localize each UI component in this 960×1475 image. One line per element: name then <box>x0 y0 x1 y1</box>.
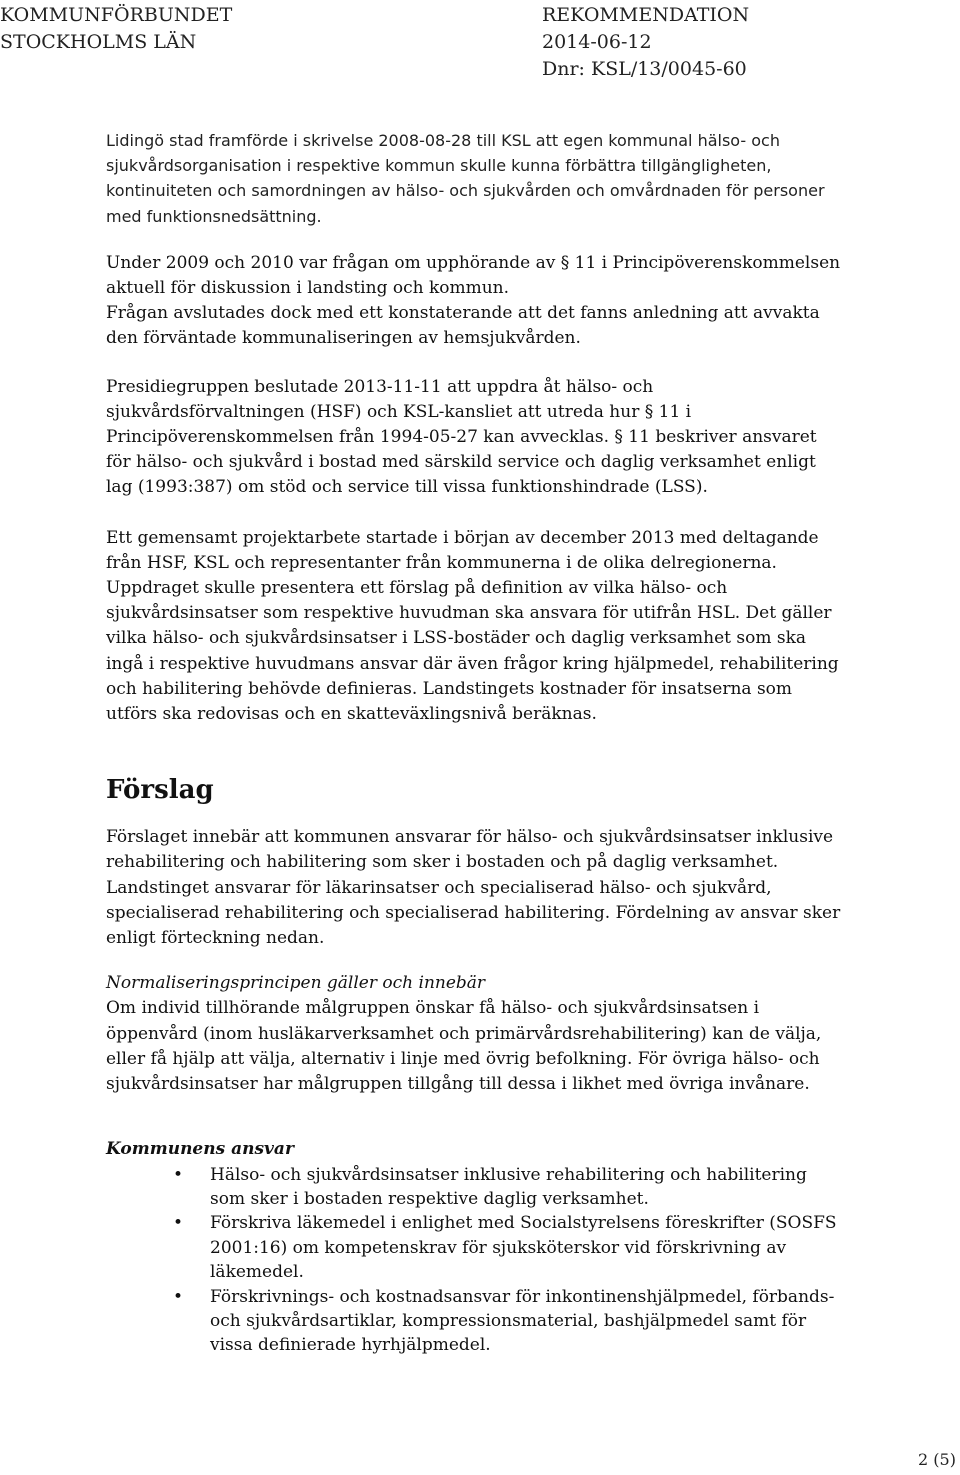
section-heading-forslag: Förslag <box>106 775 214 806</box>
paragraph-presidiegruppen: Presidiegruppen beslutade 2013-11-11 att uppdra åt hälso- och sjukvårdsförvaltningen (HSF) och KSL-kansliet att utreda hur § 11 i Principöverenskommelsen från 1994-05-27 kan avvecklas. § 11 beskriver ansvaret för hälso- och sjukvård i bostad med särskild service och daglig verksamhet enligt lag (1993:387) om stöd och service till vissa funktionshindrade (LSS). <box>106 376 817 498</box>
document-dnr: Dnr: KSL/13/0045-60 <box>542 58 747 80</box>
paragraph-lidingo: Lidingö stad framförde i skrivelse 2008-08-28 till KSL att egen kommunal hälso- och sjukvårdsorganisation i respektive kommun skulle kunna förbättra tillgängligheten, kontinuiteten och samordningen av hälso- och sjukvården och omvårdnaden för personer med funktionsnedsättning. <box>106 131 825 226</box>
org-name-line1: KOMMUNFÖRBUNDET <box>0 4 233 26</box>
bullet-icon: • <box>173 1164 184 1185</box>
list-item <box>105 1211 846 1284</box>
header-organization <box>0 2 232 56</box>
list-item-text: Förskriva läkemedel i enlighet med Socialstyrelsens föreskrifter (SOSFS 2001:16) om kompetenskrav för sjuksköterskor vid förskrivning av läkemedel. <box>210 1213 837 1283</box>
list-item-text: Hälso- och sjukvårdsinsatser inklusive rehabilitering och habilitering som sker i bostaden respektive daglig verksamhet. <box>210 1164 807 1209</box>
bullet-icon: • <box>173 1213 184 1234</box>
document-body <box>106 128 846 1358</box>
paragraph-forslaget: Förslaget innebär att kommunen ansvarar för hälso- och sjukvårdsinsatser inklusive rehabilitering och habilitering som sker i bostaden och på daglig verksamhet. Landstinget ansvarar för läkarinsatser och specialiserad hälso- och sjukvård, specialiserad rehabilitering och specialiserad habilitering. Fördelning av ansvar sker enligt förteckning nedan. <box>106 827 841 949</box>
document-type: REKOMMENDATION <box>542 4 750 26</box>
bullet-icon: • <box>173 1286 184 1307</box>
kommunens-ansvar-list <box>106 1163 846 1358</box>
list-item-text: Förskrivnings- och kostnadsansvar för inkontinenshjälpmedel, förbands- och sjukvårdsartiklar, kompressionsmaterial, bashjälpmedel samt för vissa definierade hyrhjälpmedel. <box>210 1286 835 1356</box>
paragraph-under-2009: Under 2009 och 2010 var frågan om upphörande av § 11 i Principöverenskommelsen aktuell för diskussion i landsting och kommun. <box>106 252 841 299</box>
subheading-kommunens-ansvar: Kommunens ansvar <box>106 1139 294 1160</box>
paragraph-fragan-avslutades: Frågan avslutades dock med ett konstaterande att det fanns anledning att avvakta den förväntade kommunaliseringen av hemsjukvården. <box>106 303 820 349</box>
paragraph-projektarbete: Ett gemensamt projektarbete startade i början av december 2013 med deltagande från HSF, KSL och representanter från kommunerna i de olika delregionerna. Uppdraget skulle presentera ett förslag på definition av vilka hälso- och sjukvårdsinsatser som respektive huvudman ska ansvara för utifrån HSL. Det gäller vilka hälso- och sjukvårdsinsatser i LSS-bostäder och daglig verksamhet som ska ingå i respektive huvudmans ansvar där även frågor kring hjälpmedel, rehabilitering och habilitering behövde definieras. Landstingets kostnader för insatserna som utförs ska redovisas och en skatteväxlingsnivå beräknas. <box>106 527 839 725</box>
list-item <box>105 1285 846 1358</box>
document-date: 2014-06-12 <box>542 31 652 53</box>
header-document-info <box>542 2 749 83</box>
org-name-line2: STOCKHOLMS LÄN <box>0 31 197 53</box>
list-item <box>105 1163 846 1212</box>
subheading-normaliseringsprincipen: Normaliseringsprincipen gäller och innebär <box>106 973 486 994</box>
page-number: 2 (5) <box>918 1450 956 1469</box>
paragraph-normaliseringsprincipen: Om individ tillhörande målgruppen önskar få hälso- och sjukvårdsinsatsen i öppenvård (inom husläkarverksamhet och primärvårdsrehabilitering) kan de välja, eller få hjälp att välja, alternativ i linje med övrig befolkning. För övriga hälso- och sjukvårdsinsatser har målgruppen tillgång till dessa i likhet med övriga invånare. <box>106 998 822 1095</box>
